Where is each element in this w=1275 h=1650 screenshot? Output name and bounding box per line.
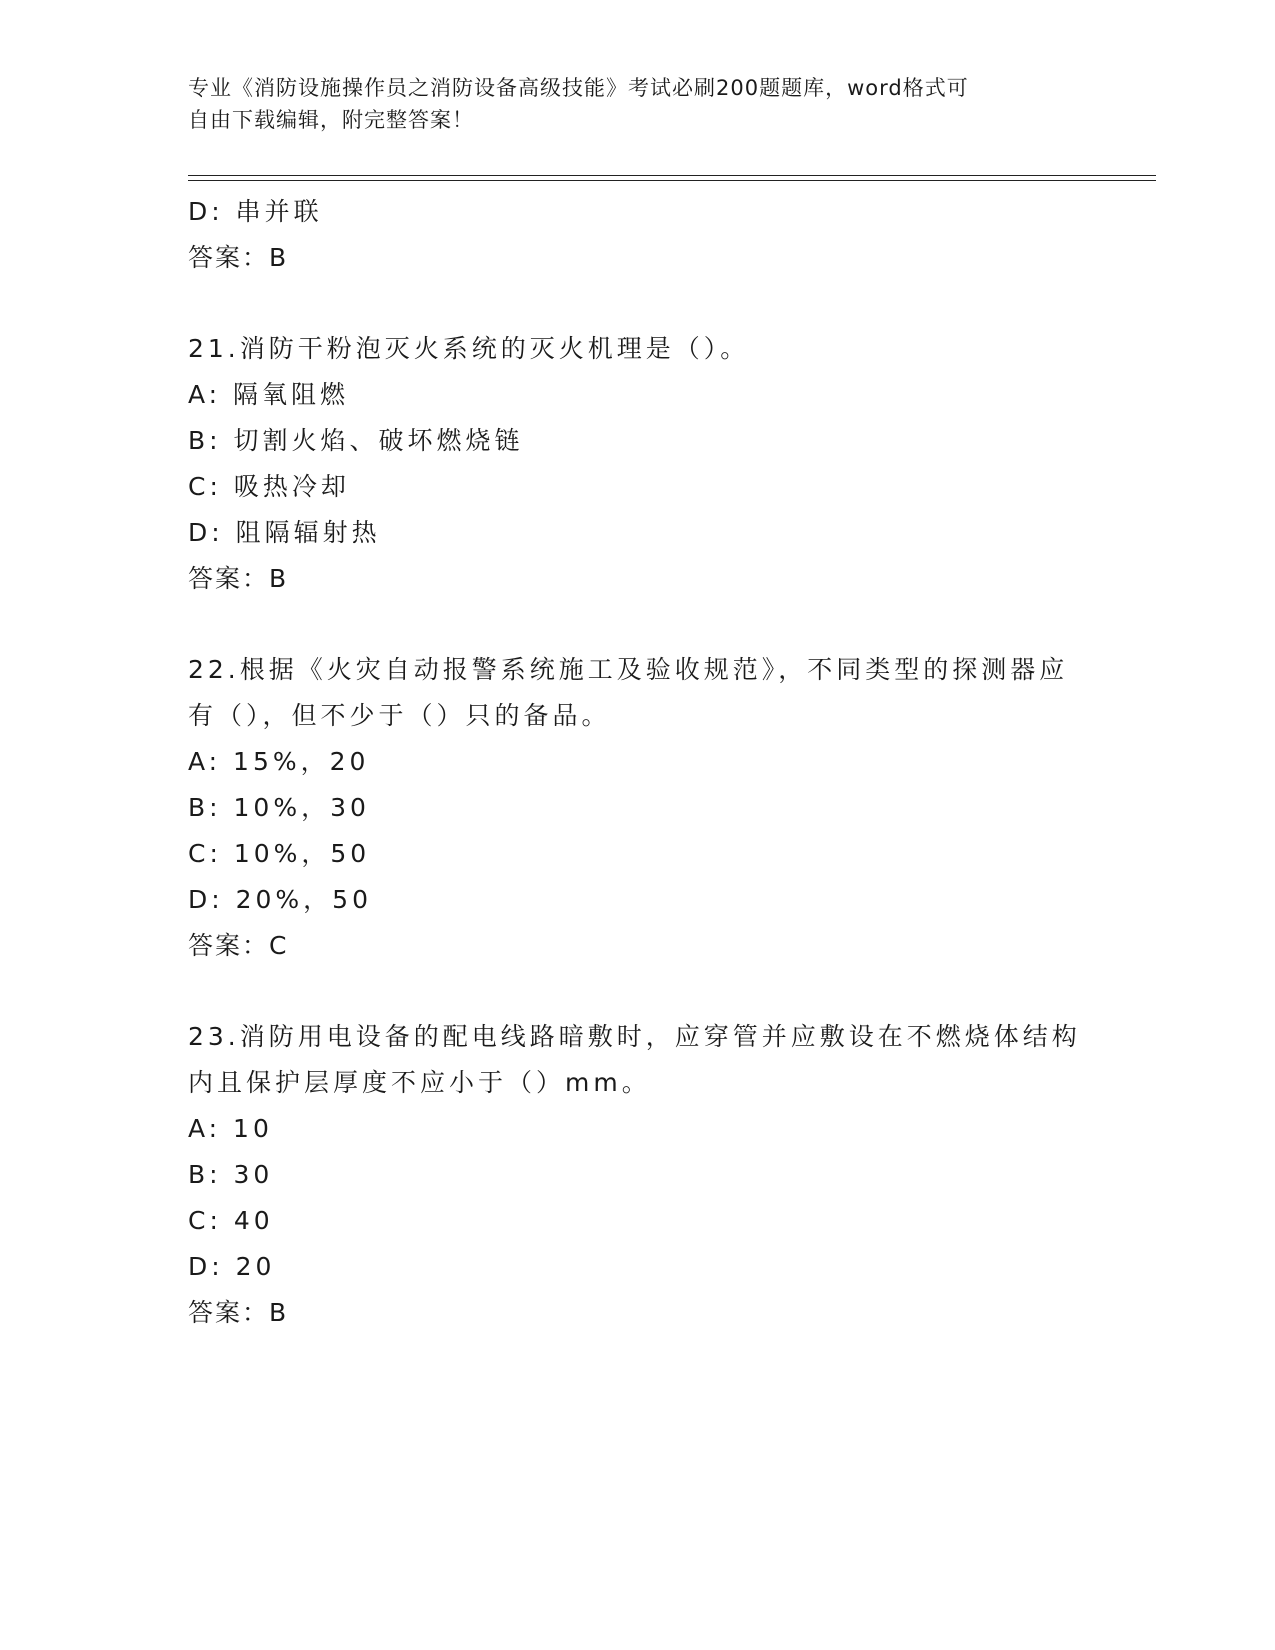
option-c: C: 吸热冷却 [188,472,350,501]
option-d: D: 串并联 [188,197,323,226]
question-22 [188,647,1088,969]
option-a: A: 15%，20 [188,747,370,776]
question-text: 23.消防用电设备的配电线路暗敷时，应穿管并应敷设在不燃烧体结构 [188,1022,1081,1051]
answer: 答案：B [188,1298,289,1327]
option-b: B: 30 [188,1160,274,1189]
option-b: B: 10%，30 [188,793,370,822]
question-text-continued: 内且保护层厚度不应小于（）mm。 [188,1068,651,1097]
header-line-2: 自由下载编辑，附完整答案！ [188,108,474,132]
answer: 答案：C [188,931,289,960]
option-b: B: 切割火焰、破坏燃烧链 [188,426,524,455]
option-c: C: 10%，50 [188,839,371,868]
option-d: D: 20 [188,1252,276,1281]
question-23 [188,1014,1088,1336]
option-a: A: 隔氧阻燃 [188,380,350,409]
header-divider-top [188,175,1156,176]
question-text-continued: 有（），但不少于（）只的备品。 [188,701,611,730]
answer: 答案：B [188,564,289,593]
option-d: D: 阻隔辐射热 [188,518,381,547]
question-text: 21.消防干粉泡灭火系统的灭火机理是（）。 [188,334,750,363]
answer: 答案：B [188,243,289,272]
document-header [188,72,1088,136]
option-c: C: 40 [188,1206,274,1235]
option-a: A: 10 [188,1114,273,1143]
question-21 [188,326,1088,602]
header-divider-bottom [188,180,1156,181]
question-content [188,189,1088,1336]
header-line-1: 专业《消防设施操作员之消防设备高级技能》考试必刷200题题库，word格式可 [188,76,969,100]
question-text: 22.根据《火灾自动报警系统施工及验收规范》，不同类型的探测器应 [188,655,1069,684]
option-d: D: 20%，50 [188,885,372,914]
